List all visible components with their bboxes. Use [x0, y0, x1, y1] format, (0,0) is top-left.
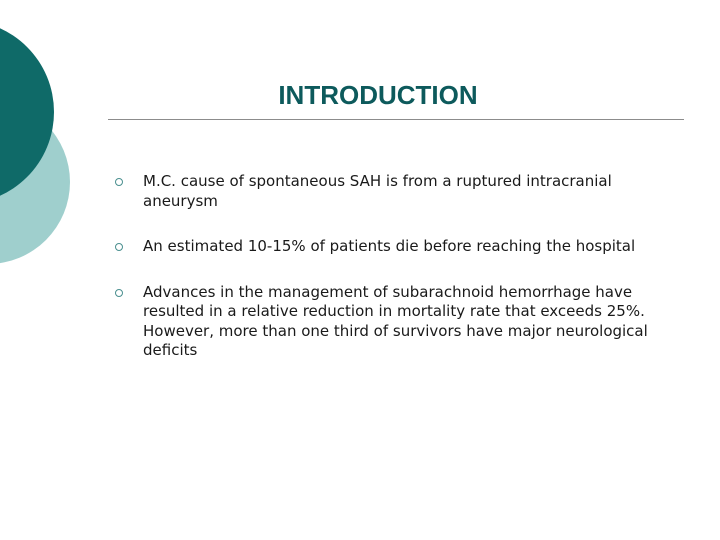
- bullet-list: [112, 172, 682, 361]
- bullet-item: [112, 283, 682, 361]
- bullet-text: M.C. cause of spontaneous SAH is from a ruptured intracranial aneurysm: [143, 172, 612, 210]
- decorative-circles: [0, 0, 120, 300]
- bullet-text: An estimated 10-15% of patients die before reaching the hospital: [143, 237, 636, 255]
- hollow-circle-icon: [115, 178, 123, 186]
- title-divider: [108, 119, 684, 120]
- hollow-circle-icon: [115, 289, 123, 297]
- hollow-circle-icon: [115, 243, 123, 251]
- slide-title: INTRODUCTION: [278, 80, 478, 110]
- bullet-item: [112, 172, 682, 211]
- bullet-item: [112, 237, 682, 257]
- bullet-text: Advances in the management of subarachnoid hemorrhage have resulted in a relative reduction in mortality rate that exceeds 25%. However, more than one third of survivors have major neurological deficits: [143, 282, 648, 359]
